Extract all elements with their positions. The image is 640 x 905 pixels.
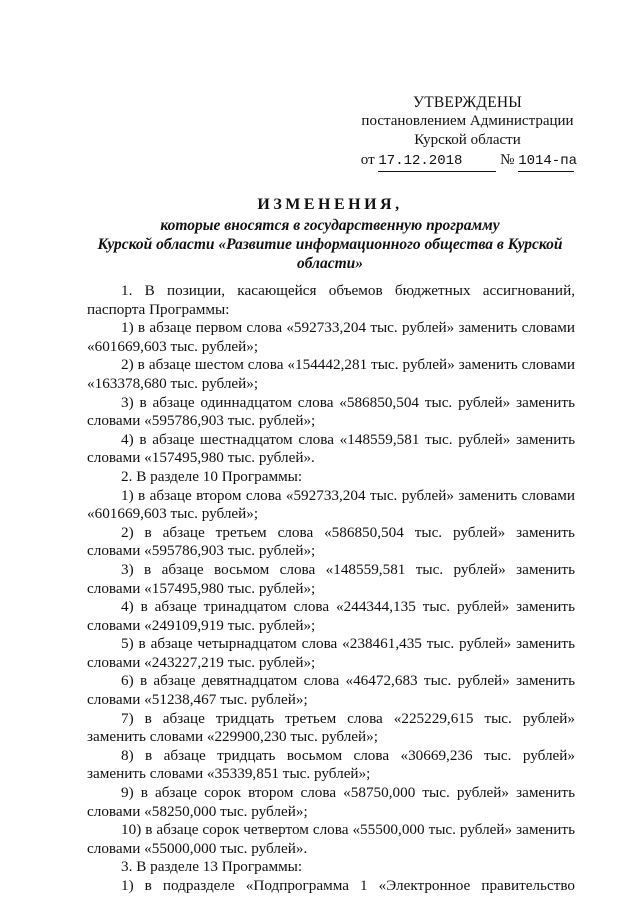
number-sign: № bbox=[500, 152, 515, 168]
approval-stamp bbox=[360, 93, 578, 172]
document-body bbox=[87, 282, 575, 896]
approval-title: УТВЕРЖДЕНЫ bbox=[413, 94, 522, 111]
body-paragraph: 3) в абзаце восьмом слова «148559,581 тыс. рублей» заменить словами «157495,980 тыс. рублей»; bbox=[87, 560, 575, 597]
body-paragraph: 6) в абзаце девятнадцатом слова «46472,683 тыс. рублей» заменить словами «51238,467 тыс. рублей»; bbox=[87, 672, 575, 709]
body-paragraph: 9) в абзаце сорок втором слова «58750,000 тыс. рублей» заменить словами «58250,000 тыс. рублей»; bbox=[87, 784, 575, 820]
approval-date-row bbox=[360, 151, 578, 172]
body-paragraph: 2. В разделе 10 Программы: bbox=[121, 467, 303, 485]
body-paragraph: 3) в абзаце одиннадцатом слова «586850,504 тыс. рублей» заменить словами «595786,903 тыс. рублей»; bbox=[87, 393, 575, 430]
approval-line-1: постановлением Администрации bbox=[361, 113, 574, 129]
body-paragraph: 3. В разделе 13 Программы: bbox=[121, 858, 303, 876]
approval-date: 17.12.2018 bbox=[378, 153, 463, 169]
heading-line-2: Курской области «Развитие информационного общества в Курской bbox=[97, 236, 563, 253]
document-title: ИЗМЕНЕНИЯ, bbox=[257, 196, 403, 213]
approval-line-2: Курской области bbox=[414, 132, 521, 148]
body-paragraph: 1) в абзаце первом слова «592733,204 тыс. рублей» заменить словами «601669,603 тыс. рублей»; bbox=[87, 319, 575, 355]
body-paragraph: 5) в абзаце четырнадцатом слова «238461,435 тыс. рублей» заменить словами «243227,219 тыс. рублей»; bbox=[87, 635, 575, 671]
heading-line-1: которые вносятся в государственную программу bbox=[160, 217, 500, 234]
body-paragraph: 4) в абзаце шестнадцатом слова «148559,581 тыс. рублей» заменить словами «157495,980 тыс. рублей». bbox=[87, 430, 575, 467]
body-paragraph: 1. В позиции, касающейся объемов бюджетных ассигнований, паспорта Программы: bbox=[87, 282, 575, 318]
from-label: от bbox=[360, 152, 375, 168]
body-paragraph: 4) в абзаце тринадцатом слова «244344,135 тыс. рублей» заменить словами «249109,919 тыс. рублей»; bbox=[87, 598, 575, 634]
heading-line-3: области» bbox=[296, 255, 364, 272]
document-heading bbox=[85, 195, 575, 273]
body-paragraph: 1) в абзаце втором слова «592733,204 тыс. рублей» заменить словами «601669,603 тыс. рублей»; bbox=[87, 486, 575, 523]
approval-number: 1014-па bbox=[518, 153, 578, 169]
body-paragraph: 7) в абзаце тридцать третьем слова «225229,615 тыс. рублей» заменить словами «229900,230 тыс. рублей»; bbox=[87, 709, 575, 746]
body-paragraph: 2) в абзаце шестом слова «154442,281 тыс. рублей» заменить словами «163378,680 тыс. рублей»; bbox=[87, 356, 575, 392]
body-paragraph: 2) в абзаце третьем слова «586850,504 тыс. рублей» заменить словами «595786,903 тыс. рублей»; bbox=[87, 523, 575, 560]
body-paragraph: 10) в абзаце сорок четвертом слова «55500,000 тыс. рублей» заменить словами «55000,000 тыс. рублей». bbox=[87, 821, 575, 857]
body-paragraph: 8) в абзаце тридцать восьмом слова «30669,236 тыс. рублей» заменить словами «35339,851 тыс. рублей»; bbox=[87, 746, 575, 783]
body-paragraph: 1) в подразделе «Подпрограмма 1 «Электронное правительство bbox=[121, 877, 575, 894]
